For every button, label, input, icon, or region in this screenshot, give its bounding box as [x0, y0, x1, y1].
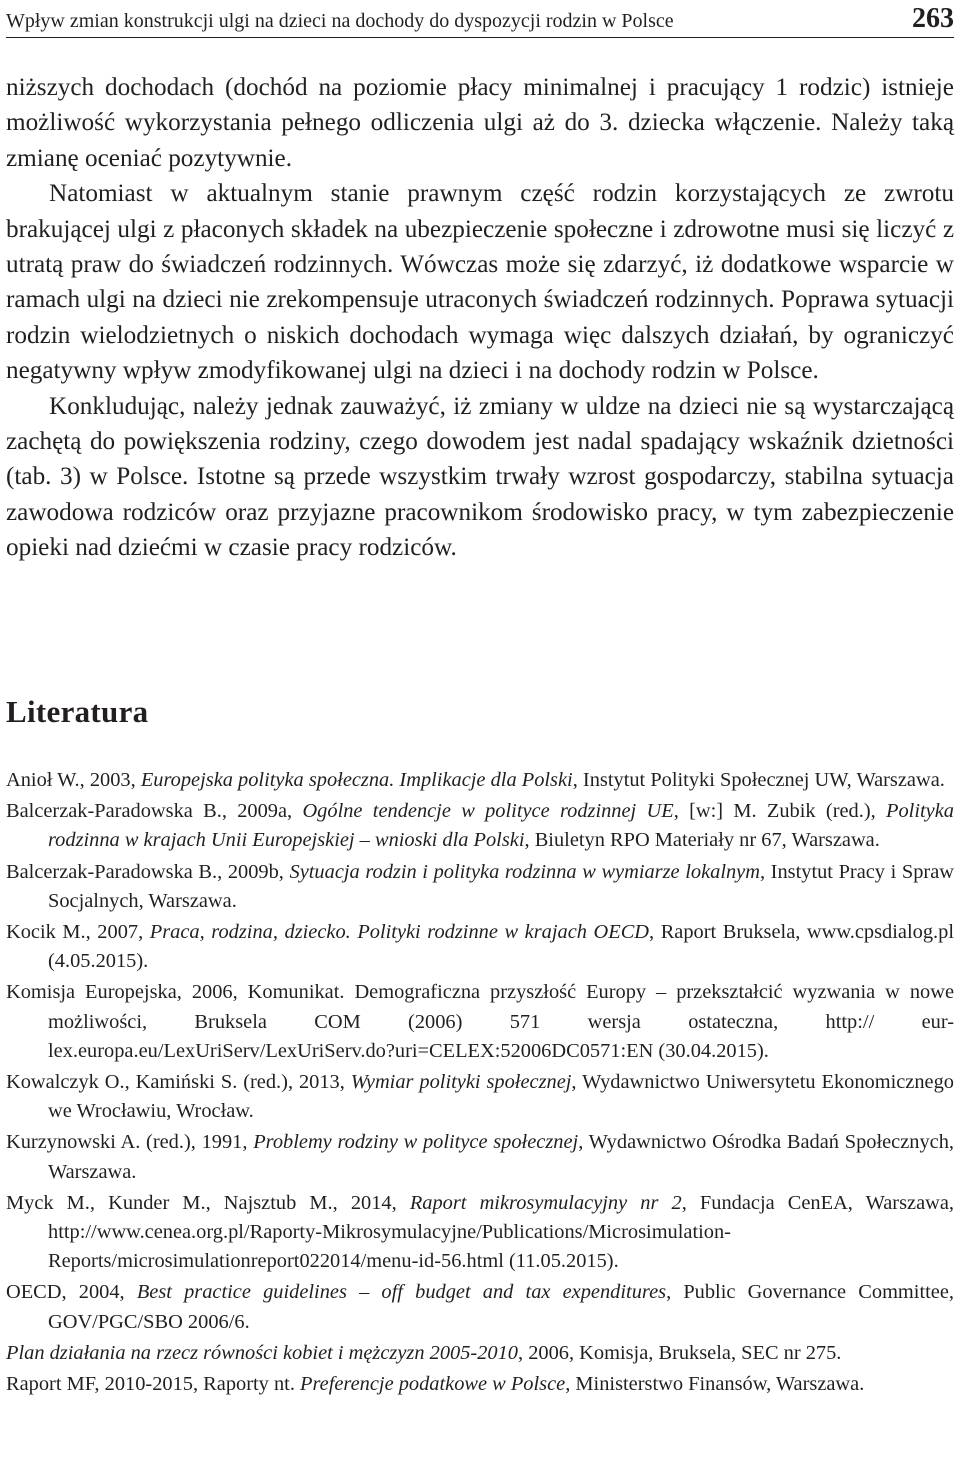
reference-entry: Kowalczyk O., Kamiński S. (red.), 2013, Wymiar polityki społecznej, Wydawnictwo Uniwersytetu Ekonomicznego we Wrocławiu, Wrocław. [6, 1071, 954, 1123]
running-header [6, 0, 954, 38]
body-paragraph: niższych dochodach (dochód na poziomie płacy minimalnej i pracujący 1 rodzic) istnieje możliwość wykorzystania pełnego odliczenia ulgi aż do 3. dziecka włączenie. Należy taką zmianę oceniać pozytywnie. [6, 74, 954, 172]
reference-entry: Balcerzak-Paradowska B., 2009a, Ogólne tendencje w polityce rodzinnej UE, [w:] M. Zubik (red.), Polityka rodzinna w krajach Unii Europejskiej – wnioski dla Polski, Biuletyn RPO Materiały nr 67, Warszawa. [6, 800, 954, 852]
reference-entry: Raport MF, 2010-2015, Raporty nt. Preferencje podatkowe w Polsce, Ministerstwo Finansów, Warszawa. [6, 1373, 865, 1396]
reference-entry: Balcerzak-Paradowska B., 2009b, Sytuacja rodzin i polityka rodzinna w wymiarze lokalnym, Instytut Pracy i Spraw Socjalnych, Warszawa. [6, 860, 954, 912]
reference-list [6, 766, 954, 1401]
reference-entry: Komisja Europejska, 2006, Komunikat. Demograficzna przyszłość Europy – przekształcić wyzwania w nowe możliwości, Bruksela COM (2006) 571 wersja ostateczna, http:// eur-lex.europa.eu/LexUriServ/LexUriServ.do?uri=CELEX:52006DC0571:EN (30.04.2015). [6, 981, 954, 1062]
reference-entry: Kocik M., 2007, Praca, rodzina, dziecko. Polityki rodzinne w krajach OECD, Raport Bruksela, www.cpsdialog.pl (4.05.2015). [6, 921, 954, 973]
reference-entry: Anioł W., 2003, Europejska polityka społeczna. Implikacje dla Polski, Instytut Polityki Społecznej UW, Warszawa. [6, 769, 945, 791]
reference-entry: OECD, 2004, Best practice guidelines – off budget and tax expenditures, Public Governance Committee, GOV/PGC/SBO 2006/6. [6, 1281, 954, 1333]
body-paragraph: Konkludując, należy jednak zauważyć, iż zmiany w uldze na dzieci nie są wystarczającą zachętą do powiększenia rodziny, czego dowodem jest nadal spadający wskaźnik dzietności (tab. 3) w Polsce. Istotne są przede wszystkim trwały wzrost gospodarczy, stabilna sytuacja zawodowa rodziców oraz przyjazne pracownikom środowisko pracy, w tym zabezpieczenie opieki nad dziećmi w czasie pracy rodziców. [6, 392, 954, 562]
body-text [6, 70, 954, 566]
literature-heading: Literatura [6, 694, 149, 729]
body-paragraph: Natomiast w aktualnym stanie prawnym część rodzin korzystających ze zwrotu brakującej ulgi z płaconych składek na ubezpieczenie społeczne i zdrowotne musi się liczyć z utratą praw do świadczeń rodzinnych. Wówczas może się zdarzyć, iż dodatkowe wsparcie w ramach ulgi na dzieci nie zrekompensuje utraconych świadczeń rodzinnych. Poprawa sytuacji rodzin wielodzietnych o niskich dochodach wymaga więc dalszych działań, by ograniczyć negatywny wpływ zmodyfikowanej ulgi na dzieci i na dochody rodzin w Polsce. [6, 180, 954, 385]
page-number: 263 [912, 3, 954, 34]
reference-entry: Plan działania na rzecz równości kobiet i mężczyzn 2005-2010, 2006, Komisja, Bruksela, SEC nr 275. [6, 1341, 842, 1364]
reference-entry: Myck M., Kunder M., Najsztub M., 2014, Raport mikrosymulacyjny nr 2, Fundacja CenEA, Warszawa, http://www.cenea.org.pl/Raporty-Mikrosymulacyjne/Publications/Microsimulation-Reports/microsimulationreport022014/menu-id-56.html (11.05.2015). [6, 1191, 954, 1273]
running-title: Wpływ zmian konstrukcji ulgi na dzieci na dochody do dyspozycji rodzin w Polsce [6, 10, 674, 32]
reference-entry: Kurzynowski A. (red.), 1991, Problemy rodziny w polityce społecznej, Wydawnictwo Ośrodka Badań Społecznych, Warszawa. [6, 1131, 955, 1183]
